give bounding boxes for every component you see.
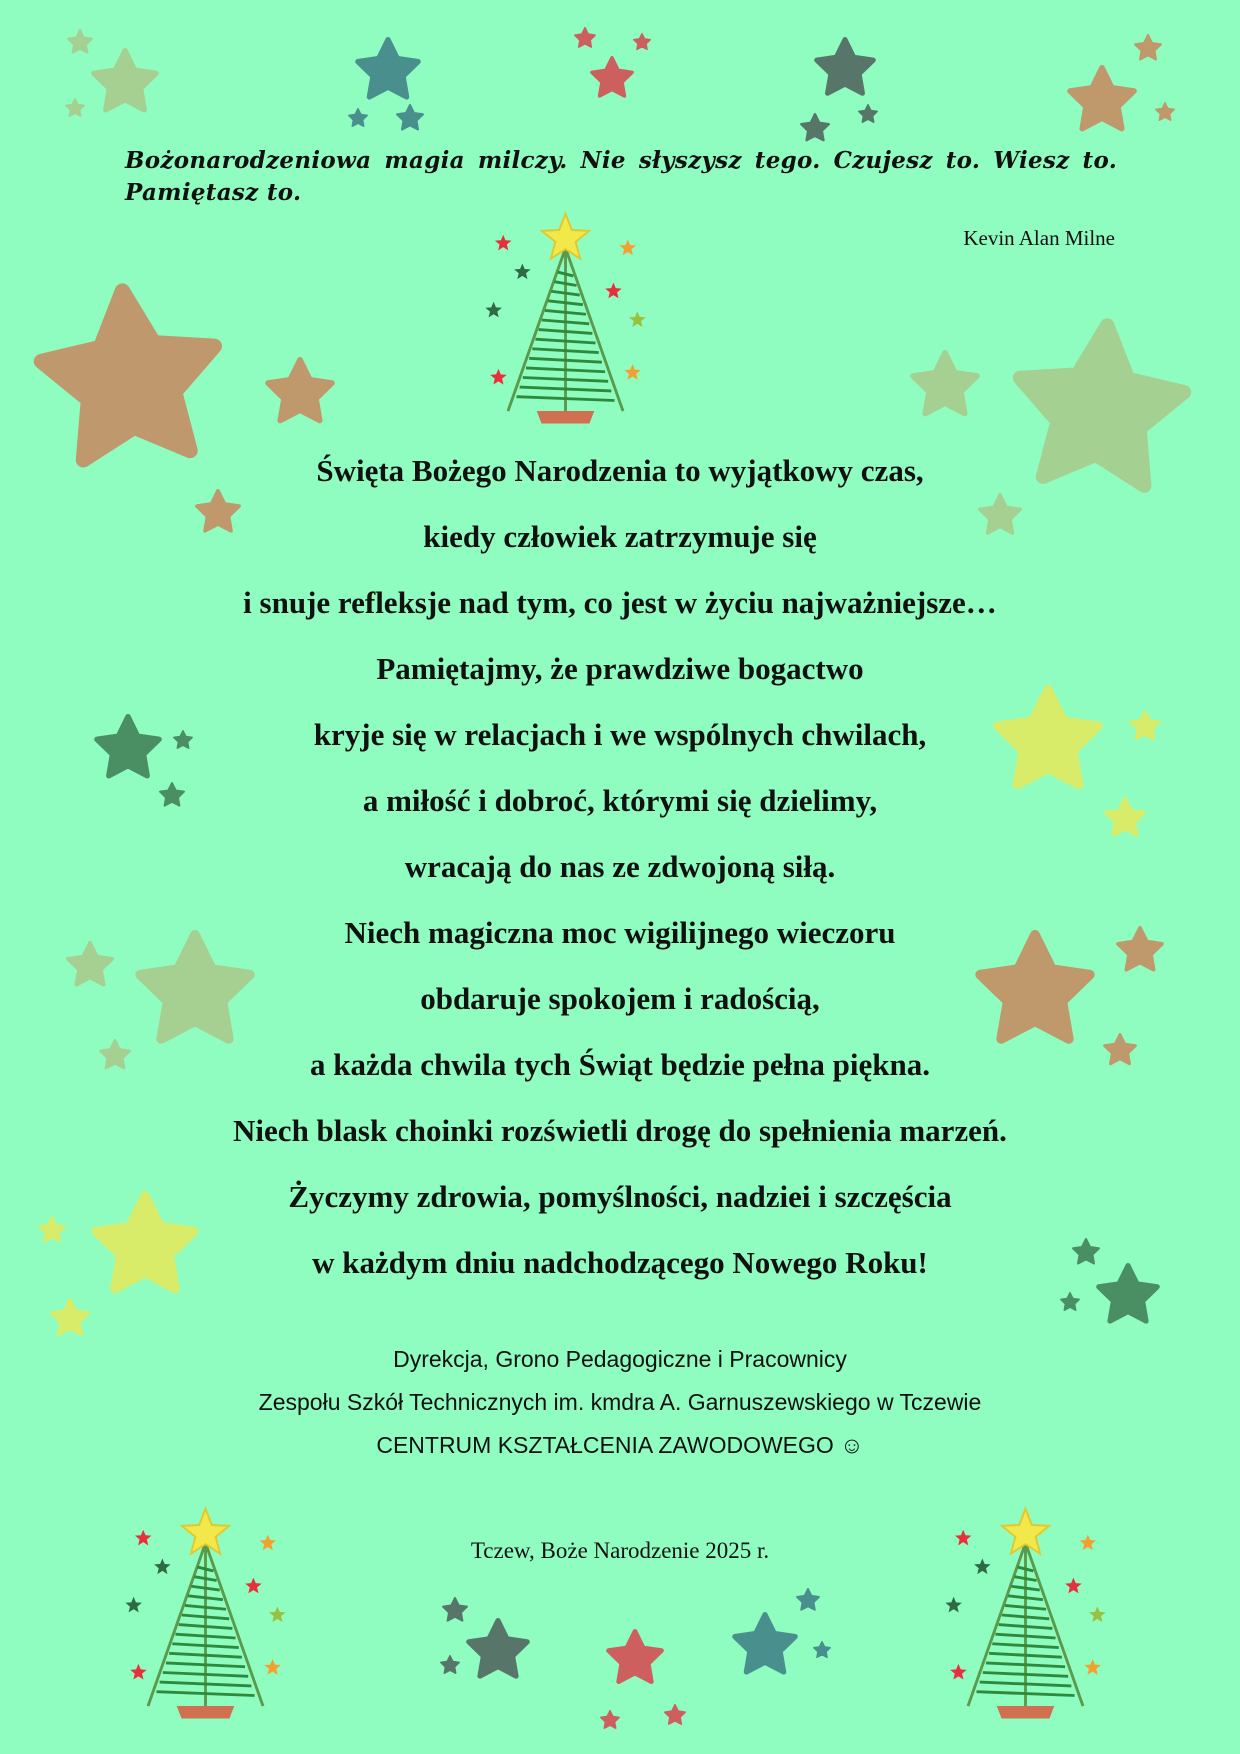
- message-line: a miłość i dobroć, którymi się dzielimy,: [362, 783, 878, 818]
- star-icon: [606, 1629, 664, 1687]
- star-icon: [574, 27, 596, 49]
- signature-line-1: Dyrekcja, Grono Pedagogiczne i Pracownicy: [393, 1346, 847, 1372]
- star-icon: [813, 1641, 831, 1659]
- star-icon: [396, 104, 424, 132]
- star-icon: [590, 56, 634, 100]
- message-line: Życzymy zdrowia, pomyślności, nadziei i szczęścia: [288, 1179, 952, 1214]
- star-icon: [466, 1618, 530, 1682]
- star-icon: [91, 48, 159, 116]
- star-icon: [1067, 65, 1137, 135]
- star-icon: [814, 37, 876, 99]
- star-icon: [440, 1655, 460, 1675]
- christmas-tree-icon: [404, 205, 727, 435]
- message-line: Niech magiczna moc wigilijnego wieczoru: [344, 915, 896, 950]
- message-line: obdaruje spokojem i radością,: [420, 981, 820, 1016]
- star-icon: [442, 1597, 468, 1623]
- star-icon: [1155, 102, 1175, 122]
- message-line: i snuje refleksje nad tym, co jest w życiu najważniejsze…: [243, 585, 997, 620]
- greeting-message: [0, 438, 1240, 1296]
- star-icon: [633, 33, 651, 51]
- star-icon: [67, 29, 93, 55]
- message-line: Niech blask choinki rozświetli drogę do spełnienia marzeń.: [233, 1113, 1007, 1148]
- star-icon: [65, 98, 85, 118]
- message-line: w każdym dniu nadchodzącego Nowego Roku!: [312, 1245, 928, 1280]
- star-icon: [664, 1704, 686, 1726]
- signature-line-3: CENTRUM KSZTAŁCENIA ZAWODOWEGO ☺: [376, 1432, 864, 1458]
- star-icon: [348, 108, 368, 128]
- star-icon: [355, 37, 421, 103]
- christmas-tree-icon: [44, 1500, 367, 1730]
- star-icon: [910, 350, 980, 420]
- star-icon: [796, 1588, 820, 1612]
- star-icon: [858, 104, 878, 124]
- star-icon: [265, 357, 335, 427]
- date-line: Tczew, Boże Narodzenie 2025 r.: [470, 1538, 770, 1563]
- quote-author: Kevin Alan Milne: [963, 226, 1115, 250]
- message-line: Święta Bożego Narodzenia to wyjątkowy czas,: [316, 453, 924, 488]
- star-icon: [732, 1612, 798, 1678]
- message-line: kiedy człowiek zatrzymuje się: [423, 519, 817, 554]
- signature-line-2: Zespołu Szkół Technicznych im. kmdra A. Garnuszewskiego w Tczewie: [258, 1389, 982, 1415]
- star-icon: [800, 113, 830, 143]
- star-icon: [1134, 34, 1162, 62]
- message-line: kryje się w relacjach i we wspólnych chwilach,: [313, 717, 927, 752]
- message-line: wracają do nas ze zdwojoną siłą.: [404, 849, 836, 884]
- christmas-tree-icon: [864, 1500, 1187, 1730]
- quote-text: Bożonarodzeniowa magia milczy. Nie słyszysz tego. Czujesz to. Wiesz to. Pamiętasz to.: [125, 147, 1117, 206]
- signature: [0, 1338, 1240, 1467]
- star-icon: [600, 1710, 620, 1730]
- message-line: Pamiętajmy, że prawdziwe bogactwo: [376, 651, 864, 686]
- star-icon: [50, 1298, 90, 1338]
- message-line: a każda chwila tych Świąt będzie pełna piękna.: [309, 1047, 931, 1082]
